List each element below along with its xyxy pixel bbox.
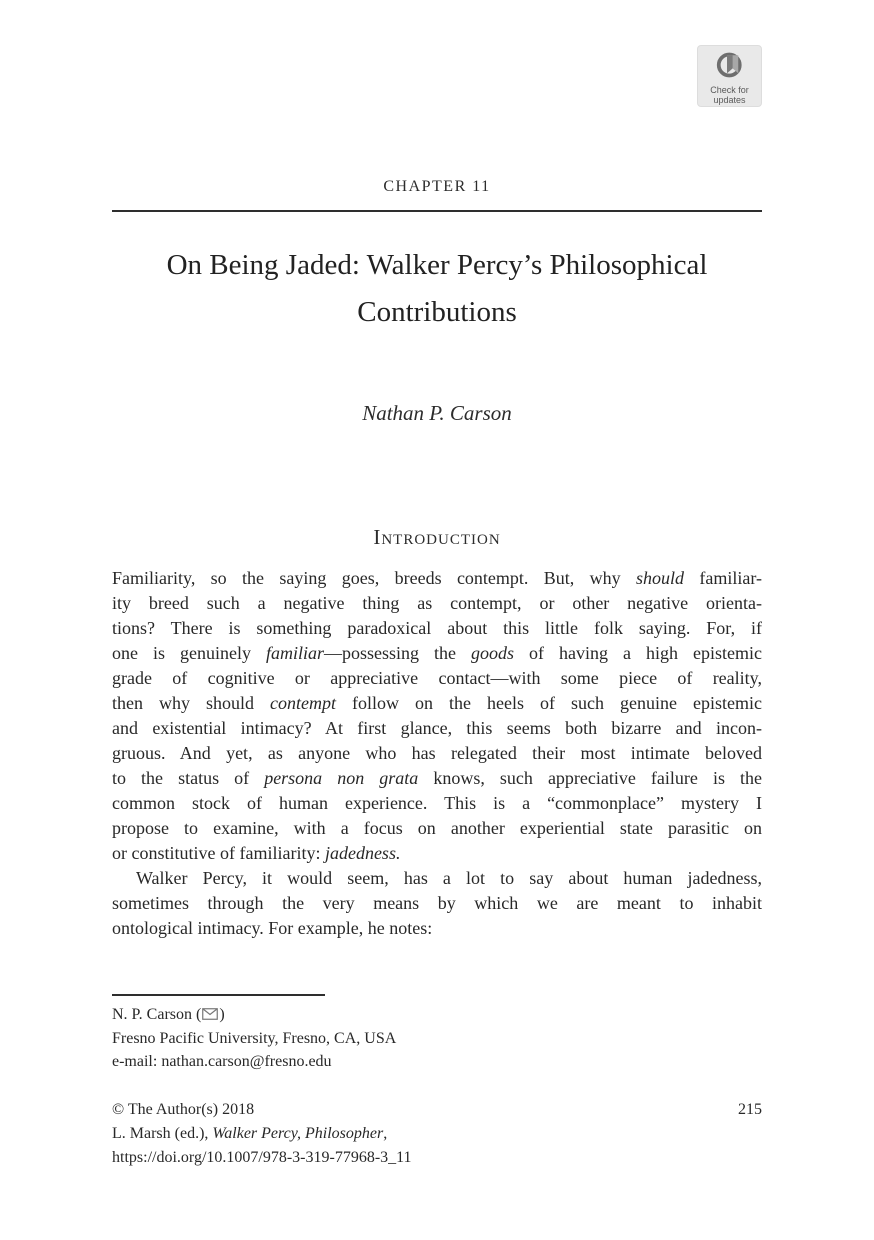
text-line: then why should contempt follow on the heels of such genuine epistemic bbox=[112, 693, 762, 713]
book-reference-line bbox=[112, 1122, 762, 1146]
text-line: common stock of human experience. This is a “commonplace” mystery I bbox=[112, 793, 762, 813]
doi-line[interactable]: https://doi.org/10.1007/978-3-319-77968-3_11 bbox=[112, 1149, 412, 1166]
text-line: Familiarity, so the saying goes, breeds contempt. But, why should familiar- bbox=[112, 568, 762, 588]
text-line: or constitutive of familiarity: jadedness. bbox=[112, 843, 401, 863]
text-line: ity breed such a negative thing as contempt, or other negative orienta- bbox=[112, 593, 762, 613]
copyright-row bbox=[112, 1098, 762, 1122]
text-line: ontological intimacy. For example, he notes: bbox=[112, 918, 433, 938]
text-line: propose to examine, with a focus on another experiential state parasitic on bbox=[112, 818, 762, 838]
correspondence-author-post: ) bbox=[219, 1006, 225, 1023]
paragraph bbox=[112, 866, 762, 941]
chapter-title-line1: On Being Jaded: Walker Percy’s Philosophical bbox=[166, 249, 708, 281]
footnote-block bbox=[112, 1003, 762, 1074]
text-line: Walker Percy, it would seem, has a lot to say about human jadedness, bbox=[136, 868, 762, 888]
text-line: gruous. And yet, as anyone who has relegated their most intimate beloved bbox=[112, 743, 762, 763]
text-line: one is genuinely familiar—possessing the goods of having a high epistemic bbox=[112, 643, 763, 663]
introduction-body bbox=[112, 566, 762, 941]
chapter-rule bbox=[112, 210, 762, 212]
affiliation-line: Fresno Pacific University, Fresno, CA, USA bbox=[112, 1029, 397, 1047]
text-line: grade of cognitive or appreciative contact—with some piece of reality, bbox=[112, 668, 762, 688]
badge-label-line1: Check for bbox=[710, 85, 749, 95]
paragraph bbox=[112, 566, 762, 866]
imprint-block bbox=[112, 1098, 762, 1170]
chapter-label: CHAPTER 11 bbox=[383, 178, 491, 195]
email-envelope-icon bbox=[202, 1007, 218, 1024]
chapter-title-line2: Contributions bbox=[357, 296, 517, 328]
correspondence-author-line bbox=[112, 1003, 762, 1027]
check-for-updates-icon bbox=[715, 46, 745, 85]
correspondence-author-pre: N. P. Carson ( bbox=[112, 1006, 202, 1023]
text-line: tions? There is something paradoxical about this little folk saying. For, if bbox=[112, 618, 762, 638]
email-line[interactable]: e-mail: nathan.carson@fresno.edu bbox=[112, 1053, 332, 1070]
author-name: Nathan P. Carson bbox=[362, 401, 512, 425]
book-title: Walker Percy, Philosopher bbox=[212, 1125, 384, 1142]
footnote-rule bbox=[112, 994, 325, 996]
copyright-line: © The Author(s) 2018 bbox=[112, 1101, 255, 1118]
text-line: sometimes through the very means by which we are meant to inhabit bbox=[112, 893, 762, 913]
book-reference-comma: , bbox=[383, 1125, 388, 1142]
page-number: 215 bbox=[738, 1101, 762, 1118]
book-editor: L. Marsh (ed.), bbox=[112, 1125, 213, 1142]
check-for-updates-badge[interactable] bbox=[697, 45, 762, 107]
badge-label-line2: updates bbox=[713, 95, 746, 105]
text-line: to the status of persona non grata knows, such appreciative failure is the bbox=[112, 768, 762, 788]
section-heading-introduction: Introduction bbox=[373, 525, 501, 549]
text-line: and existential intimacy? At first glance, this seems both bizarre and incon- bbox=[112, 718, 762, 738]
chapter-title bbox=[97, 242, 777, 336]
